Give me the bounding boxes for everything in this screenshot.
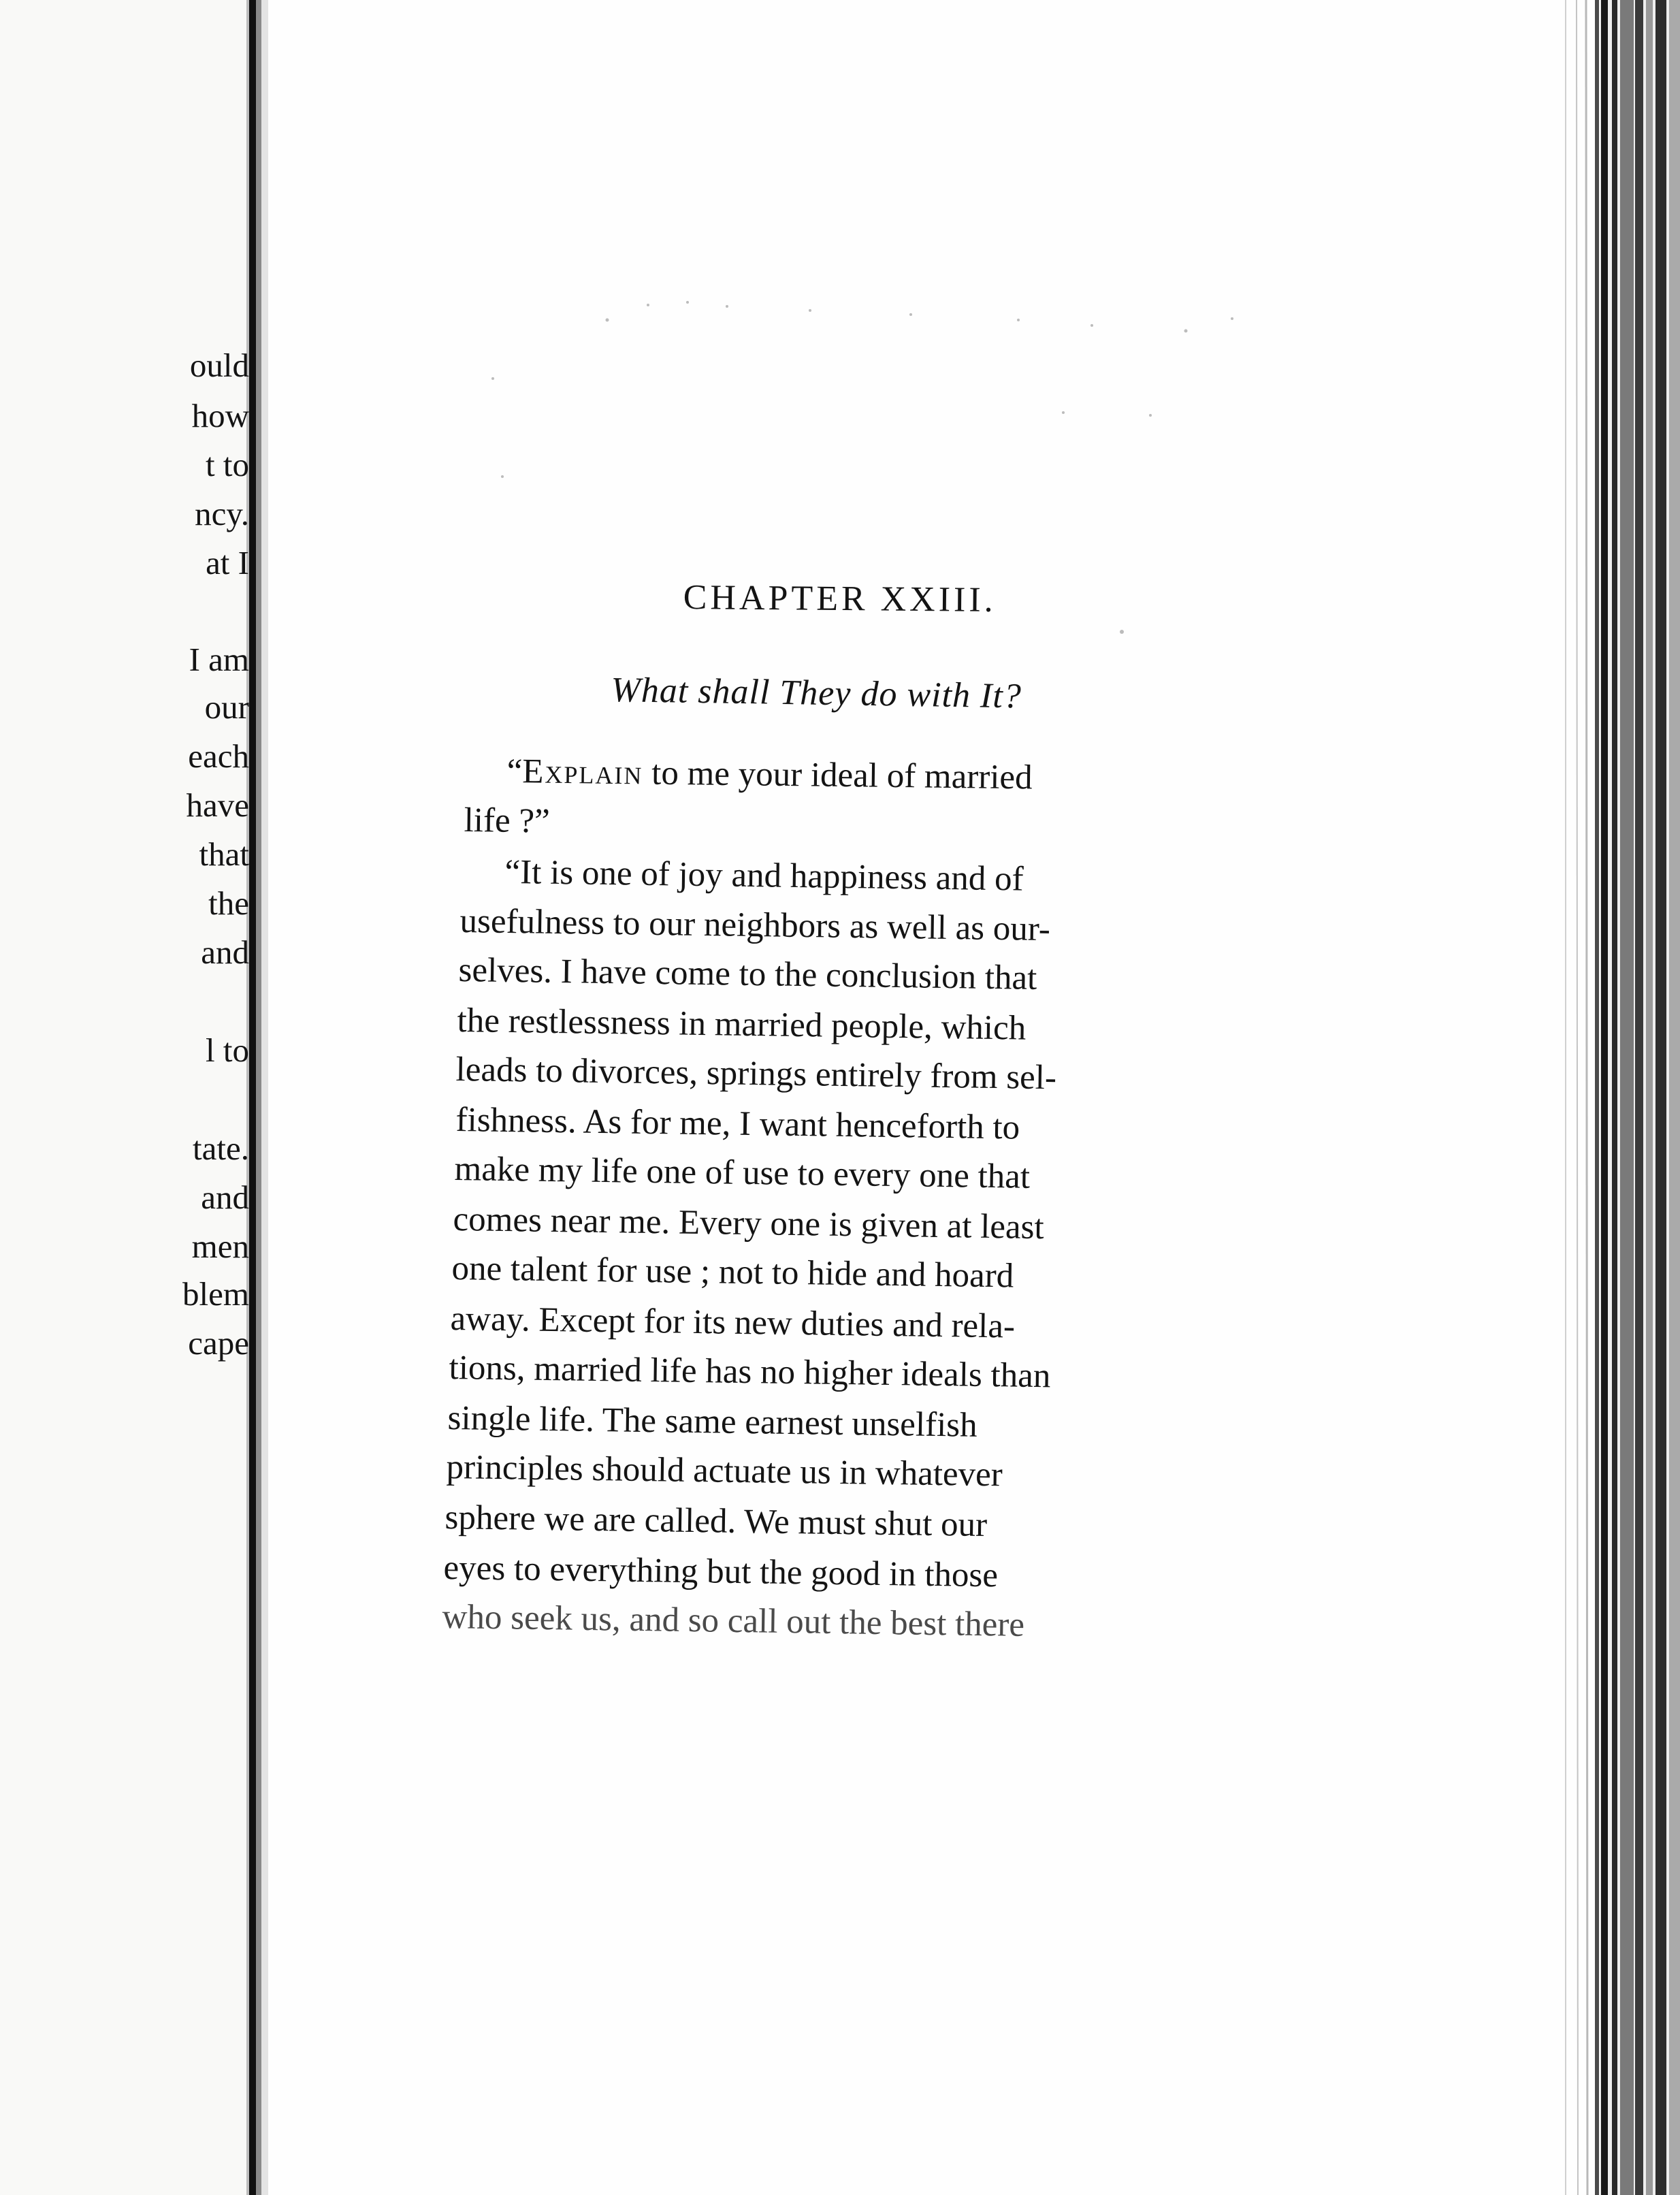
body-line: usefulness to our neighbors as well as our- xyxy=(459,902,1051,949)
body-line xyxy=(506,754,1033,795)
body-line: fishness. As for me, I want henceforth to xyxy=(455,1101,1020,1147)
left-line: and xyxy=(201,933,249,971)
chapter-title: CHAPTER XXIII. xyxy=(683,577,997,620)
drop-word: Explain xyxy=(521,752,643,792)
left-line: the xyxy=(208,884,249,922)
body-line: the restlessness in married people, which xyxy=(457,1002,1027,1048)
left-line: blem xyxy=(182,1275,249,1313)
left-line: t to xyxy=(206,446,249,483)
left-line: each xyxy=(188,737,249,775)
body-line: away. Except for its new duties and rela- xyxy=(450,1300,1016,1346)
body-line: single life. The same earnest unselfish xyxy=(447,1399,978,1445)
body-line: comes near me. Every one is given at least xyxy=(453,1200,1045,1247)
body-line: “It is one of joy and happiness and of xyxy=(504,853,1024,899)
left-line: cape xyxy=(188,1324,249,1362)
left-line: ould xyxy=(189,347,249,384)
left-line: our xyxy=(204,688,249,726)
body-line: make my life one of use to every one that xyxy=(454,1150,1031,1196)
body-line: life ?” xyxy=(464,801,551,841)
chapter-subtitle: What shall They do with It? xyxy=(611,670,1022,716)
left-line: and xyxy=(201,1179,249,1216)
body-line: tions, married life has no higher ideals than xyxy=(449,1349,1051,1396)
left-line: l to xyxy=(206,1031,249,1069)
body-line: principles should actuate us in whatever xyxy=(446,1448,1003,1494)
left-line: ncy. xyxy=(195,495,249,532)
left-line: how xyxy=(191,397,249,434)
body-line: eyes to everything but the good in those xyxy=(443,1549,999,1595)
open-quote: “ xyxy=(506,752,523,791)
body-line: sphere we are called. We must shut our xyxy=(445,1499,988,1545)
left-line: tate. xyxy=(193,1129,249,1167)
body-line: one talent for use ; not to hide and hoard xyxy=(451,1249,1014,1296)
body-line: leads to divorces, springs entirely from sel- xyxy=(455,1051,1057,1098)
left-line: that xyxy=(199,835,249,873)
body-line: selves. I have come to the conclusion that xyxy=(458,951,1037,997)
left-line: I am xyxy=(189,641,249,678)
body-line: who seek us, and so call out the best there xyxy=(442,1598,1025,1644)
left-line: men xyxy=(191,1228,249,1265)
left-line: have xyxy=(186,786,249,824)
left-line: at I xyxy=(206,544,249,581)
body-line-rest: to me your ideal of married xyxy=(643,754,1033,797)
